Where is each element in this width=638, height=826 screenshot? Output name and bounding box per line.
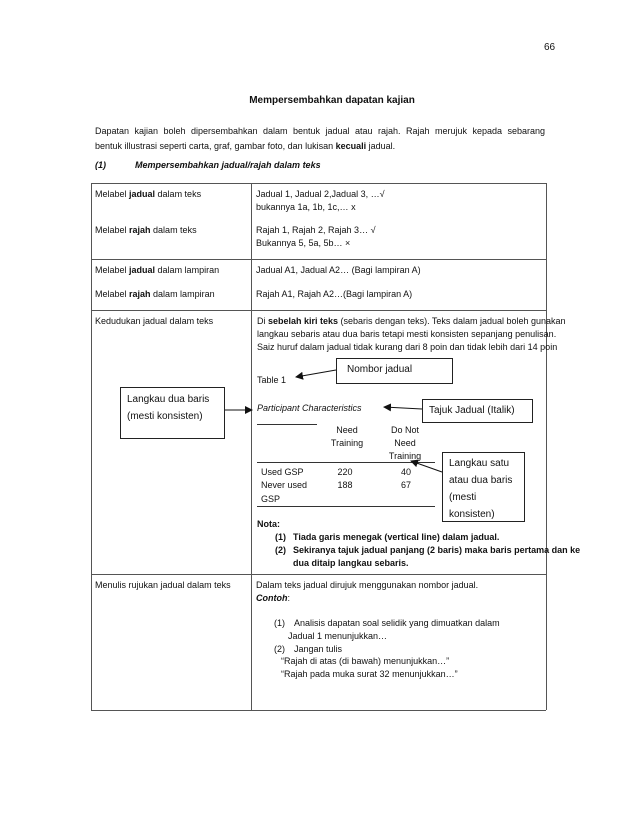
- intro-line-2: bentuk illustrasi seperti carta, graf, gambar foto, dan lukisan kecuali jadual.: [95, 141, 396, 151]
- sample-cell-1-2: 40: [400, 467, 411, 477]
- sample-cell-2-2: 67: [400, 480, 411, 490]
- row1-text-2: bukannya 1a, 1b, 1c,… x: [256, 202, 356, 212]
- intro-word: kajian: [134, 126, 159, 136]
- row2-text-2: Rajah A1, Rajah A2…(Bagi lampiran A): [256, 289, 413, 299]
- row1-label-a: Melabel jadual dalam teks: [95, 189, 202, 199]
- nota-1-text: Tiada garis menegak (vertical line) dalam jadual.: [293, 532, 500, 542]
- row4-text-1: Dalam teks jadual dirujuk menggunakan nombor jadual.: [256, 580, 479, 590]
- sample-col1-head-2: Training: [330, 438, 364, 448]
- row2-text-1: Jadual A1, Jadual A2… (Bagi lampiran A): [256, 265, 421, 275]
- sample-row-label-2: Never used: [261, 480, 308, 490]
- row4-contoh: Contoh:: [256, 593, 291, 603]
- row4-item2-number: (2): [274, 644, 285, 654]
- section-number: (1): [95, 160, 106, 170]
- sample-table-label: Table 1: [257, 375, 287, 385]
- sample-col2-head-1: Do Not: [390, 425, 419, 435]
- row4-item1-line-2: Jadual 1 menunjukkan…: [288, 631, 388, 641]
- row4-quote-2: “Rajah pada muka surat 32 menunjukkan…”: [281, 669, 458, 679]
- intro-word: dipersembahkan: [190, 126, 258, 136]
- callout-right-line-1: Langkau satu: [449, 458, 510, 469]
- sample-cell-2-1: 188: [337, 480, 353, 490]
- callout-right-line-3: (mesti: [449, 492, 477, 503]
- row1-label-b: Melabel rajah dalam teks: [95, 225, 197, 235]
- sample-col2-head-3: Training: [388, 451, 422, 461]
- sample-row-label-3: GSP: [261, 494, 281, 504]
- callout-right-line-2: atau dua baris: [449, 475, 513, 486]
- row3-para-line-2: langkau sebaris atau dua baris tetapi mesti konsisten sepanjang penulisan.: [257, 329, 557, 339]
- callout-right-line-4: konsisten): [449, 509, 495, 520]
- intro-word: sebarang: [507, 126, 545, 136]
- row4-label: Menulis rujukan jadual dalam teks: [95, 580, 231, 590]
- callout-row-spacing-line-1: Langkau dua baris: [127, 394, 210, 405]
- row2-label-b: Melabel rajah dalam lampiran: [95, 289, 215, 299]
- intro-word: dalam: [263, 126, 288, 136]
- row4-item1-line-1: Analisis dapatan soal selidik yang dimuatkan dalam: [294, 618, 500, 628]
- page-number: 66: [544, 42, 556, 53]
- sample-col2-head-2: Need: [394, 438, 416, 448]
- sample-col1-head-1: Need: [336, 425, 358, 435]
- row1-text-3: Rajah 1, Rajah 2, Rajah 3… √: [256, 225, 376, 235]
- row1-text-1: Jadual 1, Jadual 2,Jadual 3, …√: [256, 189, 385, 199]
- callout-table-number: Nombor jadual: [336, 358, 453, 384]
- callout-row-spacing-line-2: (mesti konsisten): [127, 411, 203, 422]
- sample-table-caption: Participant Characteristics: [257, 403, 362, 413]
- page-title: Mempersembahkan dapatan kajian: [249, 95, 415, 106]
- intro-word: atau: [354, 126, 373, 136]
- nota-1-number: (1): [275, 532, 286, 542]
- sample-cell-1-1: 220: [337, 467, 353, 477]
- arrow-to-table-caption: [384, 407, 422, 409]
- intro-word: bentuk: [292, 126, 321, 136]
- intro-word: rajah.: [377, 126, 401, 136]
- row2-label-a: Melabel jadual dalam lampiran: [95, 265, 220, 275]
- intro-word: merujuk: [434, 126, 467, 136]
- nota-2-text-line-2: dua ditaip langkau sebaris.: [293, 558, 409, 568]
- row3-para-line-3: Saiz huruf dalam jadual tidak kurang dari 8 poin dan tidak lebih dari 14 poin: [257, 342, 558, 352]
- row4-item2-text: Jangan tulis: [294, 644, 343, 654]
- section-title: Mempersembahkan jadual/rajah dalam teks: [135, 160, 321, 170]
- intro-word: Dapatan: [95, 126, 130, 136]
- intro-word: kepada: [472, 126, 502, 136]
- row4-quote-1: “Rajah di atas (di bawah) menunjukkan…”: [281, 656, 450, 666]
- row3-label: Kedudukan jadual dalam teks: [95, 316, 214, 326]
- nota-2-number: (2): [275, 545, 286, 555]
- arrow-to-table-number: [296, 370, 336, 377]
- arrow-to-header-spacing: [411, 461, 442, 472]
- row4-item1-number: (1): [274, 618, 285, 628]
- nota-label: Nota:: [257, 519, 280, 529]
- row1-text-4: Bukannya 5, 5a, 5b… ×: [256, 238, 351, 248]
- callout-table-caption: Tajuk Jadual (Italik): [422, 399, 533, 423]
- intro-word: boleh: [163, 126, 186, 136]
- intro-word: Rajah: [405, 126, 430, 136]
- nota-2-text-line-1: Sekiranya tajuk jadual panjang (2 baris) maka baris pertama dan ke: [293, 545, 581, 555]
- intro-word: jadual: [325, 126, 350, 136]
- row3-para-line-1: Di sebelah kiri teks (sebaris dengan teks). Teks dalam jadual boleh gunakan: [257, 316, 566, 326]
- sample-row-label-1: Used GSP: [261, 467, 304, 477]
